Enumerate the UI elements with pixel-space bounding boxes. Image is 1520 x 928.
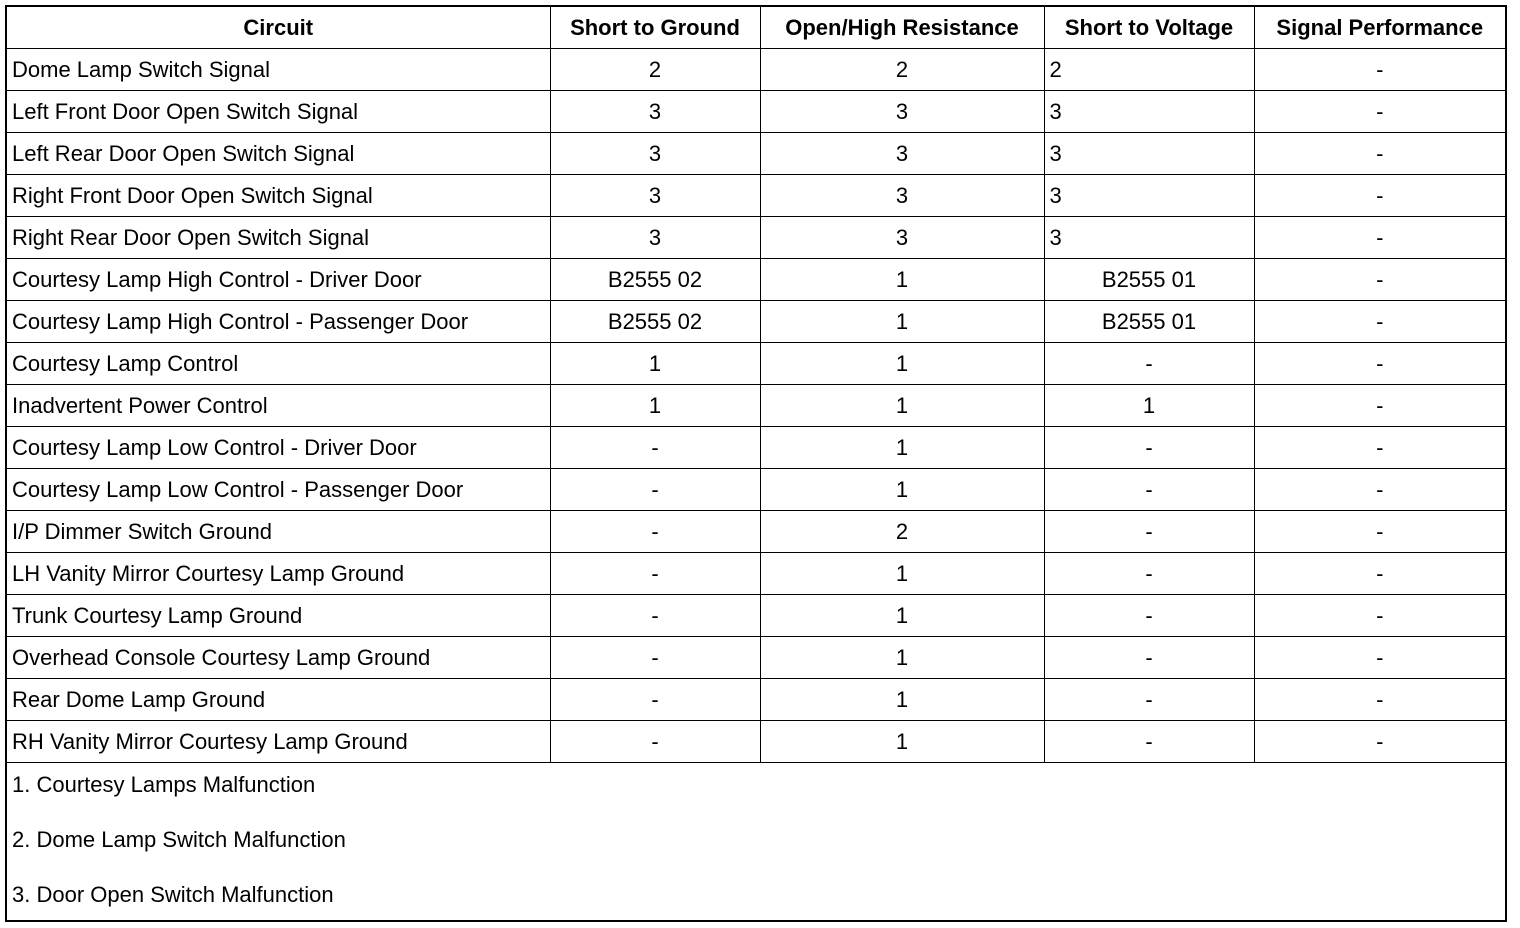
open-high-resistance-cell: 1 [760,301,1044,343]
short-to-ground-cell: 3 [550,175,760,217]
short-to-voltage-cell: 3 [1044,133,1254,175]
table-row [7,133,1505,175]
signal-performance-cell: - [1254,595,1505,637]
circuit-name: Dome Lamp Switch Signal [7,49,550,91]
table-row [7,679,1505,721]
table-row [7,427,1505,469]
short-to-voltage-cell: 3 [1044,91,1254,133]
short-to-ground-cell: - [550,595,760,637]
open-high-resistance-cell: 1 [760,595,1044,637]
circuit-name: I/P Dimmer Switch Ground [7,511,550,553]
table-row [7,637,1505,679]
circuit-name: RH Vanity Mirror Courtesy Lamp Ground [7,721,550,763]
open-high-resistance-cell: 1 [760,343,1044,385]
table-row [7,217,1505,259]
short-to-ground-cell: - [550,721,760,763]
table-row [7,553,1505,595]
short-to-ground-cell: - [550,469,760,511]
circuit-name: Courtesy Lamp Control [7,343,550,385]
open-high-resistance-cell: 1 [760,553,1044,595]
short-to-voltage-cell: - [1044,553,1254,595]
short-to-ground-cell: - [550,553,760,595]
signal-performance-cell: - [1254,343,1505,385]
table-row [7,595,1505,637]
table-row [7,721,1505,763]
short-to-ground-cell: - [550,427,760,469]
short-to-ground-cell: 3 [550,91,760,133]
circuit-name: Left Rear Door Open Switch Signal [7,133,550,175]
circuit-name: Right Front Door Open Switch Signal [7,175,550,217]
short-to-voltage-cell: - [1044,721,1254,763]
header-short-to-voltage: Short to Voltage [1044,7,1254,49]
open-high-resistance-cell: 1 [760,427,1044,469]
short-to-voltage-cell: - [1044,343,1254,385]
short-to-ground-cell: - [550,679,760,721]
short-to-ground-cell: B2555 02 [550,301,760,343]
short-to-voltage-cell: - [1044,427,1254,469]
short-to-ground-cell: B2555 02 [550,259,760,301]
short-to-ground-cell: 1 [550,343,760,385]
short-to-ground-cell: 3 [550,133,760,175]
open-high-resistance-cell: 2 [760,49,1044,91]
signal-performance-cell: - [1254,469,1505,511]
header-open-high-resistance: Open/High Resistance [760,7,1044,49]
open-high-resistance-cell: 3 [760,133,1044,175]
circuit-name: Courtesy Lamp High Control - Passenger Door [7,301,550,343]
signal-performance-cell: - [1254,679,1505,721]
signal-performance-cell: - [1254,49,1505,91]
open-high-resistance-cell: 3 [760,217,1044,259]
short-to-ground-cell: - [550,511,760,553]
table-row [7,175,1505,217]
short-to-ground-cell: 3 [550,217,760,259]
short-to-voltage-cell: - [1044,595,1254,637]
short-to-voltage-cell: - [1044,511,1254,553]
circuit-name: Overhead Console Courtesy Lamp Ground [7,637,550,679]
circuit-name: Courtesy Lamp Low Control - Passenger Door [7,469,550,511]
open-high-resistance-cell: 1 [760,637,1044,679]
signal-performance-cell: - [1254,385,1505,427]
signal-performance-cell: - [1254,259,1505,301]
signal-performance-cell: - [1254,91,1505,133]
open-high-resistance-cell: 1 [760,385,1044,427]
table-row [7,511,1505,553]
short-to-voltage-cell: 3 [1044,175,1254,217]
signal-performance-cell: - [1254,301,1505,343]
footnotes [7,763,1505,928]
short-to-voltage-cell: 2 [1044,49,1254,91]
signal-performance-cell: - [1254,217,1505,259]
circuit-name: Trunk Courtesy Lamp Ground [7,595,550,637]
open-high-resistance-cell: 1 [760,679,1044,721]
short-to-ground-cell: 1 [550,385,760,427]
short-to-voltage-cell: - [1044,637,1254,679]
signal-performance-cell: - [1254,553,1505,595]
short-to-voltage-cell: 1 [1044,385,1254,427]
footnote-1: 1. Courtesy Lamps Malfunction [12,772,316,797]
signal-performance-cell: - [1254,427,1505,469]
circuit-name: Rear Dome Lamp Ground [7,679,550,721]
short-to-voltage-cell: - [1044,469,1254,511]
signal-performance-cell: - [1254,721,1505,763]
circuit-name: LH Vanity Mirror Courtesy Lamp Ground [7,553,550,595]
short-to-ground-cell: - [550,637,760,679]
signal-performance-cell: - [1254,637,1505,679]
table-row [7,49,1505,91]
table-row [7,385,1505,427]
header-circuit: Circuit [7,7,550,49]
open-high-resistance-cell: 1 [760,469,1044,511]
table-row [7,91,1505,133]
short-to-voltage-cell: B2555 01 [1044,301,1254,343]
circuit-name: Left Front Door Open Switch Signal [7,91,550,133]
signal-performance-cell: - [1254,133,1505,175]
table-row [7,469,1505,511]
circuit-fault-table [7,7,1505,763]
footnote-2: 2. Dome Lamp Switch Malfunction [12,827,346,852]
signal-performance-cell: - [1254,511,1505,553]
open-high-resistance-cell: 3 [760,175,1044,217]
circuit-name: Courtesy Lamp High Control - Driver Door [7,259,550,301]
circuit-name: Right Rear Door Open Switch Signal [7,217,550,259]
open-high-resistance-cell: 3 [760,91,1044,133]
open-high-resistance-cell: 2 [760,511,1044,553]
short-to-voltage-cell: 3 [1044,217,1254,259]
open-high-resistance-cell: 1 [760,259,1044,301]
table-row [7,259,1505,301]
circuit-name: Inadvertent Power Control [7,385,550,427]
footnote-3: 3. Door Open Switch Malfunction [12,882,334,907]
short-to-ground-cell: 2 [550,49,760,91]
signal-performance-cell: - [1254,175,1505,217]
short-to-voltage-cell: B2555 01 [1044,259,1254,301]
table-row [7,301,1505,343]
header-short-to-ground: Short to Ground [550,7,760,49]
circuit-name: Courtesy Lamp Low Control - Driver Door [7,427,550,469]
header-signal-performance: Signal Performance [1254,7,1505,49]
table-header-row [7,7,1505,49]
diagnostic-table-frame [5,5,1507,922]
short-to-voltage-cell: - [1044,679,1254,721]
table-row [7,343,1505,385]
open-high-resistance-cell: 1 [760,721,1044,763]
